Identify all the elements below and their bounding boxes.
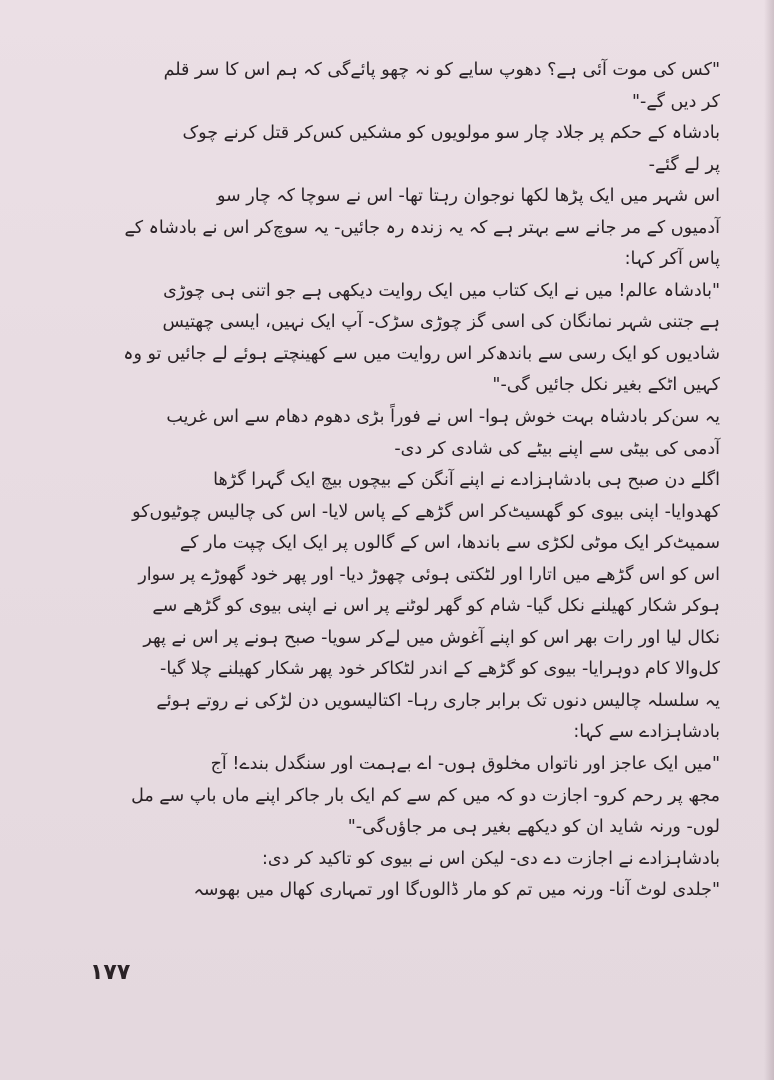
text-line: کر دیں گے-" [631,91,720,112]
text-line: "جلدی لوٹ آنا- ورنہ میں تم کو مار ڈالوں‌گا اور تمہاری کھال میں بھوسہ [193,880,720,901]
page-edge-shadow [764,0,774,1080]
text-line: سمیٹ‌کر ایک موٹی لکڑی سے باندھا، اس کے گالوں پر ایک ایک چپت مار کے [179,533,720,554]
text-line: بادشاہ کے حکم پر جلاد چار سو مولویوں کو مشکیں کس‌کر قتل کرنے چوک [182,123,720,144]
page-text [90,55,720,907]
text-line: "میں ایک عاجز اور ناتواں مخلوق ہوں- اے بےہمت اور سنگدل بندے! آج [210,754,720,775]
text-line: اس شہر میں ایک پڑھا لکھا نوجوان رہتا تھا- اس نے سوچا کہ چار سو [216,186,720,207]
text-line: پر لے گئے- [648,154,720,175]
text-line: کل‌والا کام دوہرایا- بیوی کو گڑھے کے اندر لٹکاکر خود پھر شکار کھیلنے چلا گیا- [160,659,720,680]
text-line: یہ سن‌کر بادشاہ بہت خوش ہوا- اس نے فوراً بڑی دھوم دھام سے اس غریب [166,407,720,428]
text-line: شادیوں کو ایک رسی سے باندھ‌کر اس روایت میں سے کھینچتے ہوئے لے جائیں تو وہ [123,343,720,364]
text-line: کہیں اٹکے بغیر نکل جائیں گی-" [492,375,720,396]
text-line: اگلے دن صبح ہی بادشاہزادے نے اپنے آنگن کے بیچوں بیچ ایک گہرا گڑھا [213,470,720,491]
text-line: اس کو اس گڑھے میں اتارا اور لٹکتی ہوئی چھوڑ دیا- اور پھر خود گھوڑے پر سوار [138,564,720,585]
text-line: لوں- ورنہ شاید ان کو دیکھے بغیر ہی مر جاؤں‌گی-" [347,817,720,838]
text-line: یہ سلسلہ چالیس دنوں تک برابر جاری رہا- اکتالیسویں دن لڑکی نے روتے ہوئے [156,690,720,711]
text-line: مجھ پر رحم کرو- اجازت دو کہ میں کم سے کم ایک بار جاکر اپنے ماں باپ سے مل [131,785,720,806]
text-line: آدمی کی بیٹی سے اپنے بیٹے کی شادی کر دی- [394,438,720,459]
text-line: پاس آکر کہا: [624,249,720,270]
text-line: ہے جتنی شہر نمانگان کی اسی گز چوڑی سڑک- آپ ایک نہیں، ایسی چھتیس [162,312,720,333]
text-line: ہوکر شکار کھیلنے نکل گیا- شام کو گھر لوٹنے پر اس نے اپنی بیوی کو گڑھے سے [152,596,720,617]
page-number: ۱۷۷ [90,960,131,985]
text-line: بادشاہزادے سے کہا: [573,722,720,743]
text-line: "بادشاہ عالم! میں نے ایک کتاب میں ایک روایت دیکھی ہے جو اتنی ہی چوڑی [163,280,720,301]
text-line: "کس کی موت آئی ہے؟ دھوپ سایے کو نہ چھو پائےگی کہ ہم اس کا سر قلم [163,60,720,80]
text-line: کھدوایا- اپنی بیوی کو گھسیٹ‌کر اس گڑھے کے پاس لایا- اس کی چالیس چوٹیوں‌کو [132,501,720,522]
text-line: نکال لیا اور رات بھر اس کو اپنے آغوش میں لےکر سویا- صبح ہونے پر اس نے پھر [143,627,720,648]
text-line: بادشاہزادے نے اجازت دے دی- لیکن اس نے بیوی کو تاکید کر دی: [261,848,720,869]
text-line: آدمیوں کے مر جانے سے بہتر ہے کہ یہ زندہ رہ جائیں- یہ سوچ‌کر اس نے بادشاہ کے [124,217,720,238]
